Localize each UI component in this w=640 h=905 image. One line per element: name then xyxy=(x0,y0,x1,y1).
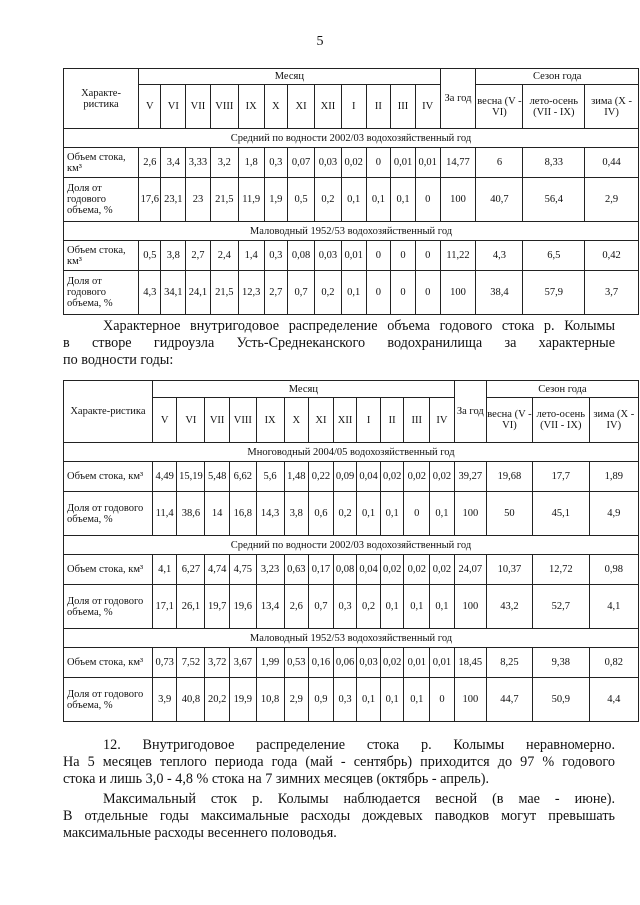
header-characteristic: Характе-ристика xyxy=(64,69,139,129)
table-cell: 20,2 xyxy=(205,678,230,722)
table-cell: 17,6 xyxy=(139,178,161,222)
table-cell: 3,9 xyxy=(152,678,177,722)
table-row xyxy=(64,462,639,492)
table-cell: 11,22 xyxy=(440,241,476,271)
section-row xyxy=(64,536,639,555)
table-cell: 4,3 xyxy=(476,241,523,271)
table-cell: 2,7 xyxy=(264,271,288,315)
table-cell: 0 xyxy=(415,178,440,222)
table-cell: 0 xyxy=(404,492,430,536)
table-cell: 11,4 xyxy=(152,492,177,536)
table-cell: 39,27 xyxy=(454,462,486,492)
table-cell: 52,7 xyxy=(532,585,589,629)
table-cell: 0,2 xyxy=(357,585,381,629)
table-cell: 18,45 xyxy=(454,648,486,678)
table-cell: 0 xyxy=(415,271,440,315)
header-month-VII: VII xyxy=(205,398,230,443)
table-cell: 0,08 xyxy=(333,555,357,585)
table-cell: 0,1 xyxy=(380,678,404,722)
table-cell: 1,89 xyxy=(589,462,638,492)
table-row xyxy=(64,178,639,222)
table-cell: 21,5 xyxy=(210,271,238,315)
table-cell: 3,4 xyxy=(161,148,186,178)
table-cell: 0 xyxy=(366,271,391,315)
row-label: Доля от годового объема, % xyxy=(64,178,139,222)
table-row xyxy=(64,555,639,585)
table-cell: 24,07 xyxy=(454,555,486,585)
section-row xyxy=(64,222,639,241)
paragraph-line: На 5 месяцев теплого периода года (май - сентябрь) приходится до 97 % годового xyxy=(63,754,615,770)
header-month: Месяц xyxy=(152,381,454,398)
section-row xyxy=(64,443,639,462)
header-month-III: III xyxy=(391,85,416,129)
table-cell: 2,4 xyxy=(210,241,238,271)
table-cell: 0,03 xyxy=(315,241,342,271)
table-cell: 13,4 xyxy=(256,585,284,629)
section-title: Маловодный 1952/53 водохозяйственный год xyxy=(64,222,639,241)
table-cell: 6,5 xyxy=(523,241,585,271)
table-cell: 1,4 xyxy=(238,241,264,271)
table-cell: 0,2 xyxy=(315,271,342,315)
table-cell: 0,03 xyxy=(357,648,381,678)
table-cell: 2,6 xyxy=(139,148,161,178)
table-cell: 0,63 xyxy=(284,555,309,585)
table-cell: 0,98 xyxy=(589,555,638,585)
header-characteristic: Характе-ристика xyxy=(64,381,153,443)
table-cell: 0 xyxy=(366,241,391,271)
paragraph-line: стока и лишь 3,0 - 4,8 % стока на 7 зимних месяцев (октябрь - апрель). xyxy=(63,771,490,787)
table-cell: 0,01 xyxy=(341,241,366,271)
table-cell: 6,62 xyxy=(229,462,256,492)
table-cell: 0,1 xyxy=(380,492,404,536)
table-cell: 0,16 xyxy=(309,648,334,678)
table-cell: 1,48 xyxy=(284,462,309,492)
header-season-2: зима (X - IV) xyxy=(585,85,639,129)
table-cell: 3,7 xyxy=(585,271,639,315)
table-cell: 14,77 xyxy=(440,148,476,178)
paragraph-line: Максимальный сток р. Колымы наблюдается весной (в мае - июне). xyxy=(103,791,615,807)
table-cell: 2,7 xyxy=(186,241,211,271)
paragraph-distribution-intro xyxy=(63,318,615,369)
table-row xyxy=(64,648,639,678)
table-cell: 1,8 xyxy=(238,148,264,178)
header-month-X: X xyxy=(284,398,309,443)
table-cell: 57,9 xyxy=(523,271,585,315)
header-season: Сезон года xyxy=(486,381,638,398)
table-cell: 0,9 xyxy=(309,678,334,722)
table-cell: 0,5 xyxy=(139,241,161,271)
section-row xyxy=(64,629,639,648)
table-row xyxy=(64,241,639,271)
table-cell: 0,04 xyxy=(357,462,381,492)
table-cell: 0,09 xyxy=(333,462,357,492)
header-season-0: весна (V - VI) xyxy=(476,85,523,129)
table-cell: 4,74 xyxy=(205,555,230,585)
table-cell: 4,49 xyxy=(152,462,177,492)
table-cell: 0,1 xyxy=(366,178,391,222)
table-cell: 4,9 xyxy=(589,492,638,536)
table-row xyxy=(64,678,639,722)
header-month-VI: VI xyxy=(161,85,186,129)
table-cell: 0,02 xyxy=(430,555,455,585)
table-cell: 10,8 xyxy=(256,678,284,722)
row-label: Объем стока, км³ xyxy=(64,648,153,678)
table-row xyxy=(64,492,639,536)
table-cell: 17,7 xyxy=(532,462,589,492)
table-cell: 0 xyxy=(430,678,455,722)
table-cell: 0,44 xyxy=(585,148,639,178)
table-cell: 10,37 xyxy=(486,555,532,585)
table-cell: 50 xyxy=(486,492,532,536)
row-label: Объем стока, км³ xyxy=(64,555,153,585)
table-cell: 19,7 xyxy=(205,585,230,629)
table-cell: 100 xyxy=(454,492,486,536)
header-season-0: весна (V - VI) xyxy=(486,398,532,443)
table-cell: 2,9 xyxy=(284,678,309,722)
table-cell: 8,25 xyxy=(486,648,532,678)
table-cell: 0,17 xyxy=(309,555,334,585)
table-cell: 4,75 xyxy=(229,555,256,585)
table-cell: 0,73 xyxy=(152,648,177,678)
table-cell: 0,06 xyxy=(333,648,357,678)
table-cell: 0,7 xyxy=(309,585,334,629)
table-cell: 3,72 xyxy=(205,648,230,678)
table-cell: 0,1 xyxy=(341,271,366,315)
table-cell: 2,9 xyxy=(585,178,639,222)
table-cell: 45,1 xyxy=(532,492,589,536)
paragraph-line: по водности годы: xyxy=(63,352,174,368)
table-cell: 0,1 xyxy=(380,585,404,629)
table-cell: 15,19 xyxy=(177,462,205,492)
row-label: Объем стока, км³ xyxy=(64,462,153,492)
table-cell: 1,9 xyxy=(264,178,288,222)
table-cell: 0,01 xyxy=(430,648,455,678)
header-month-V: V xyxy=(152,398,177,443)
table-cell: 4,1 xyxy=(589,585,638,629)
header-month-XI: XI xyxy=(288,85,315,129)
table-row xyxy=(64,271,639,315)
table-cell: 19,68 xyxy=(486,462,532,492)
table-cell: 0,2 xyxy=(333,492,357,536)
header-month-II: II xyxy=(366,85,391,129)
table-cell: 0,1 xyxy=(357,492,381,536)
table-row xyxy=(64,148,639,178)
header-month-IV: IV xyxy=(430,398,455,443)
header-month-IX: IX xyxy=(256,398,284,443)
table-cell: 0,3 xyxy=(264,241,288,271)
header-month-IX: IX xyxy=(238,85,264,129)
table-cell: 23 xyxy=(186,178,211,222)
table-cell: 0,2 xyxy=(315,178,342,222)
paragraph-line: в створе гидроузла Усть-Среднеканского водохранилища за характерные xyxy=(63,335,615,351)
table-cell: 0,1 xyxy=(430,492,455,536)
table-cell: 0,53 xyxy=(284,648,309,678)
table-cell: 14 xyxy=(205,492,230,536)
table-cell: 0,02 xyxy=(430,462,455,492)
table-cell: 26,1 xyxy=(177,585,205,629)
table-cell: 0,02 xyxy=(380,648,404,678)
table-cell: 0,82 xyxy=(589,648,638,678)
table-cell: 100 xyxy=(454,678,486,722)
table-cell: 3,8 xyxy=(161,241,186,271)
header-for-year: За год xyxy=(454,381,486,443)
table-cell: 3,67 xyxy=(229,648,256,678)
header-season-2: зима (X - IV) xyxy=(589,398,638,443)
table-cell: 24,1 xyxy=(186,271,211,315)
header-month-II: II xyxy=(380,398,404,443)
table-cell: 100 xyxy=(454,585,486,629)
header-month-I: I xyxy=(357,398,381,443)
table-cell: 0,5 xyxy=(288,178,315,222)
header-month-VIII: VIII xyxy=(210,85,238,129)
table-cell: 0,1 xyxy=(391,178,416,222)
header-month-III: III xyxy=(404,398,430,443)
header-month-V: V xyxy=(139,85,161,129)
row-label: Объем стока, км³ xyxy=(64,148,139,178)
table-cell: 23,1 xyxy=(161,178,186,222)
table-cell: 5,48 xyxy=(205,462,230,492)
table-cell: 19,9 xyxy=(229,678,256,722)
table-cell: 4,3 xyxy=(139,271,161,315)
paragraph-line: Характерное внутригодовое распределение объема годового стока р. Колымы xyxy=(103,318,615,334)
table-cell: 3,2 xyxy=(210,148,238,178)
row-label: Доля от годового объема, % xyxy=(64,585,153,629)
table-cell: 4,1 xyxy=(152,555,177,585)
table-row xyxy=(64,585,639,629)
table-cell: 34,1 xyxy=(161,271,186,315)
table-cell: 38,4 xyxy=(476,271,523,315)
table-cell: 100 xyxy=(440,271,476,315)
table-cell: 9,38 xyxy=(532,648,589,678)
header-month-VIII: VIII xyxy=(229,398,256,443)
table-cell: 11,9 xyxy=(238,178,264,222)
runoff-table-1 xyxy=(63,68,639,315)
section-row xyxy=(64,129,639,148)
section-title: Многоводный 2004/05 водохозяйственный год xyxy=(64,443,639,462)
table-cell: 0 xyxy=(366,148,391,178)
table-cell: 0,42 xyxy=(585,241,639,271)
table-cell: 0,1 xyxy=(404,585,430,629)
header-month-XII: XII xyxy=(333,398,357,443)
table-cell: 6 xyxy=(476,148,523,178)
table-cell: 43,2 xyxy=(486,585,532,629)
table-cell: 0,02 xyxy=(341,148,366,178)
table-cell: 0,7 xyxy=(288,271,315,315)
table-cell: 0,01 xyxy=(415,148,440,178)
table-cell: 12,72 xyxy=(532,555,589,585)
table-cell: 56,4 xyxy=(523,178,585,222)
header-month-XII: XII xyxy=(315,85,342,129)
table-cell: 44,7 xyxy=(486,678,532,722)
table-cell: 0 xyxy=(415,241,440,271)
table-cell: 8,33 xyxy=(523,148,585,178)
table-cell: 5,6 xyxy=(256,462,284,492)
table-cell: 0 xyxy=(391,241,416,271)
table-cell: 0,3 xyxy=(333,585,357,629)
header-for-year: За год xyxy=(440,69,476,129)
table-cell: 4,4 xyxy=(589,678,638,722)
table-cell: 0,1 xyxy=(341,178,366,222)
table-cell: 0,01 xyxy=(391,148,416,178)
table-cell: 0 xyxy=(391,271,416,315)
table-cell: 100 xyxy=(440,178,476,222)
paragraph-maximum-runoff xyxy=(63,791,615,842)
runoff-table-2 xyxy=(63,380,639,722)
table-cell: 0,3 xyxy=(333,678,357,722)
table-cell: 3,23 xyxy=(256,555,284,585)
header-month-XI: XI xyxy=(309,398,334,443)
table-cell: 40,8 xyxy=(177,678,205,722)
table-cell: 21,5 xyxy=(210,178,238,222)
table-cell: 2,6 xyxy=(284,585,309,629)
paragraph-item-12 xyxy=(63,737,615,788)
header-month-VI: VI xyxy=(177,398,205,443)
table-cell: 50,9 xyxy=(532,678,589,722)
table-cell: 0,3 xyxy=(264,148,288,178)
table-cell: 7,52 xyxy=(177,648,205,678)
table-cell: 14,3 xyxy=(256,492,284,536)
table-cell: 6,27 xyxy=(177,555,205,585)
table-cell: 38,6 xyxy=(177,492,205,536)
table-cell: 0,1 xyxy=(357,678,381,722)
section-title: Маловодный 1952/53 водохозяйственный год xyxy=(64,629,639,648)
table-cell: 0,04 xyxy=(357,555,381,585)
table-cell: 0,02 xyxy=(404,462,430,492)
table-cell: 0,02 xyxy=(404,555,430,585)
section-title: Средний по водности 2002/03 водохозяйственный год xyxy=(64,129,639,148)
paragraph-line: 12. Внутригодовое распределение стока р. Колымы неравномерно. xyxy=(103,737,615,753)
table-cell: 0,1 xyxy=(404,678,430,722)
table-cell: 12,3 xyxy=(238,271,264,315)
header-month: Месяц xyxy=(139,69,440,85)
table-cell: 3,33 xyxy=(186,148,211,178)
header-season-1: лето-осень (VII - IX) xyxy=(523,85,585,129)
table-cell: 1,99 xyxy=(256,648,284,678)
table-cell: 0,02 xyxy=(380,462,404,492)
header-season-1: лето-осень (VII - IX) xyxy=(532,398,589,443)
header-season: Сезон года xyxy=(476,69,639,85)
table-cell: 16,8 xyxy=(229,492,256,536)
header-month-VII: VII xyxy=(186,85,211,129)
table-cell: 17,1 xyxy=(152,585,177,629)
header-month-IV: IV xyxy=(415,85,440,129)
paragraph-line: максимальные расходы весеннего половодья. xyxy=(63,825,337,841)
row-label: Доля от годового объема, % xyxy=(64,271,139,315)
table-cell: 3,8 xyxy=(284,492,309,536)
row-label: Доля от годового объема, % xyxy=(64,678,153,722)
table-cell: 0,08 xyxy=(288,241,315,271)
header-month-X: X xyxy=(264,85,288,129)
table-cell: 0,02 xyxy=(380,555,404,585)
table-cell: 40,7 xyxy=(476,178,523,222)
section-title: Средний по водности 2002/03 водохозяйственный год xyxy=(64,536,639,555)
page-number: 5 xyxy=(316,34,324,49)
table-cell: 0,01 xyxy=(404,648,430,678)
row-label: Объем стока, км³ xyxy=(64,241,139,271)
paragraph-line: В отдельные годы максимальные расходы дождевых паводков могут превышать xyxy=(63,808,615,824)
table-cell: 0,1 xyxy=(430,585,455,629)
table-cell: 0,22 xyxy=(309,462,334,492)
table-cell: 0,03 xyxy=(315,148,342,178)
row-label: Доля от годового объема, % xyxy=(64,492,153,536)
header-month-I: I xyxy=(341,85,366,129)
table-cell: 0,07 xyxy=(288,148,315,178)
table-cell: 19,6 xyxy=(229,585,256,629)
table-cell: 0,6 xyxy=(309,492,334,536)
